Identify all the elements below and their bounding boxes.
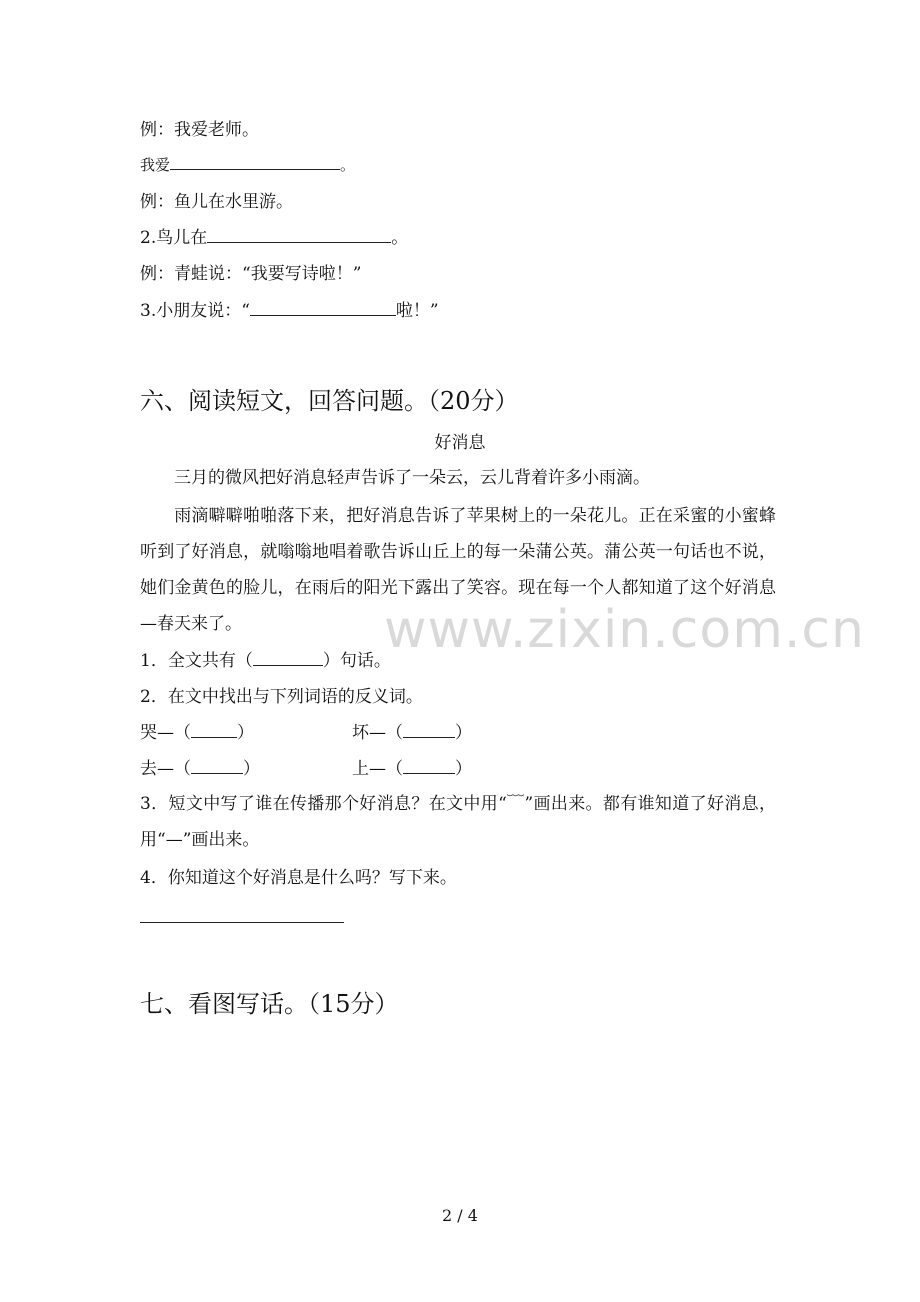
question-1-prefix: 我爱 bbox=[140, 156, 171, 174]
antonym-cry-label: 哭—（ bbox=[140, 723, 191, 743]
answer-blank[interactable] bbox=[191, 759, 243, 774]
reading-question-1 bbox=[140, 649, 391, 673]
question-3-prefix: 3.小朋友说：“ bbox=[140, 301, 250, 321]
answer-blank[interactable] bbox=[191, 723, 237, 738]
antonym-up-label: 上—（ bbox=[352, 759, 403, 779]
question-1-line bbox=[140, 153, 355, 177]
paren-close: ） bbox=[455, 759, 472, 779]
answer-blank[interactable] bbox=[403, 759, 455, 774]
section-6-heading: 六、阅读短文，回答问题。（20分） bbox=[140, 387, 519, 415]
antonym-bad bbox=[352, 721, 472, 745]
example-1: 例：我爱老师。 bbox=[140, 120, 259, 140]
example-3: 例：青蛙说：“我要写诗啦！” bbox=[140, 264, 362, 284]
story-paragraph-1-text: 三月的微风把好消息轻声告诉了一朵云，云儿背着许多小雨滴。 bbox=[174, 468, 650, 488]
question-3-line bbox=[140, 299, 439, 323]
answer-blank[interactable] bbox=[403, 723, 455, 738]
reading-question-4: 4．你知道这个好消息是什么吗？写下来。 bbox=[140, 868, 457, 888]
paren-close: ） bbox=[455, 723, 472, 743]
story-paragraph-2-text: 雨滴噼噼啪啪落下来，把好消息告诉了苹果树上的一朵花儿。正在采蜜的小蜜蜂听到了好消息，就嗡嗡地唱着歌告诉山丘上的每一朵蒲公英。蒲公英一句话也不说，她们金黄色的脸儿，在雨后的阳光下露出了笑容。现在每一个人都知道了这个好消息—春天来了。 bbox=[140, 506, 776, 634]
antonym-cry bbox=[140, 721, 254, 745]
question-3-suffix: 啦！” bbox=[395, 301, 439, 321]
reading-question-1-prefix: 1．全文共有（ bbox=[140, 651, 253, 671]
answer-line[interactable] bbox=[140, 922, 344, 923]
answer-blank[interactable] bbox=[207, 228, 391, 243]
antonym-go bbox=[140, 757, 260, 781]
question-1-suffix: 。 bbox=[340, 156, 356, 174]
question-2-suffix: 。 bbox=[391, 228, 409, 248]
reading-question-2: 2．在文中找出与下列词语的反义词。 bbox=[140, 687, 423, 707]
reading-question-3: 3．短文中写了谁在传播那个好消息？在文中用“﹋”画出来。都有谁知道了好消息，用“—”画出来。 bbox=[140, 794, 776, 850]
paren-close: ） bbox=[237, 723, 254, 743]
antonym-up bbox=[352, 757, 472, 781]
reading-question-1-suffix: ）句话。 bbox=[322, 651, 391, 671]
example-2: 例：鱼儿在水里游。 bbox=[140, 192, 293, 212]
story-paragraph-1 bbox=[140, 460, 776, 496]
answer-blank[interactable] bbox=[250, 301, 396, 316]
watermark: www.zixin.com.cn bbox=[384, 600, 865, 660]
answer-blank[interactable] bbox=[253, 651, 323, 666]
antonym-go-label: 去—（ bbox=[140, 759, 191, 779]
antonym-bad-label: 坏—（ bbox=[352, 723, 403, 743]
question-2-line bbox=[140, 226, 408, 250]
section-7-heading: 七、看图写话。（15分） bbox=[140, 990, 399, 1018]
answer-blank[interactable] bbox=[170, 155, 340, 170]
paren-close: ） bbox=[243, 759, 260, 779]
question-2-prefix: 2.鸟儿在 bbox=[140, 228, 208, 248]
page-number: 2 / 4 bbox=[442, 1206, 478, 1225]
story-title: 好消息 bbox=[434, 433, 486, 453]
